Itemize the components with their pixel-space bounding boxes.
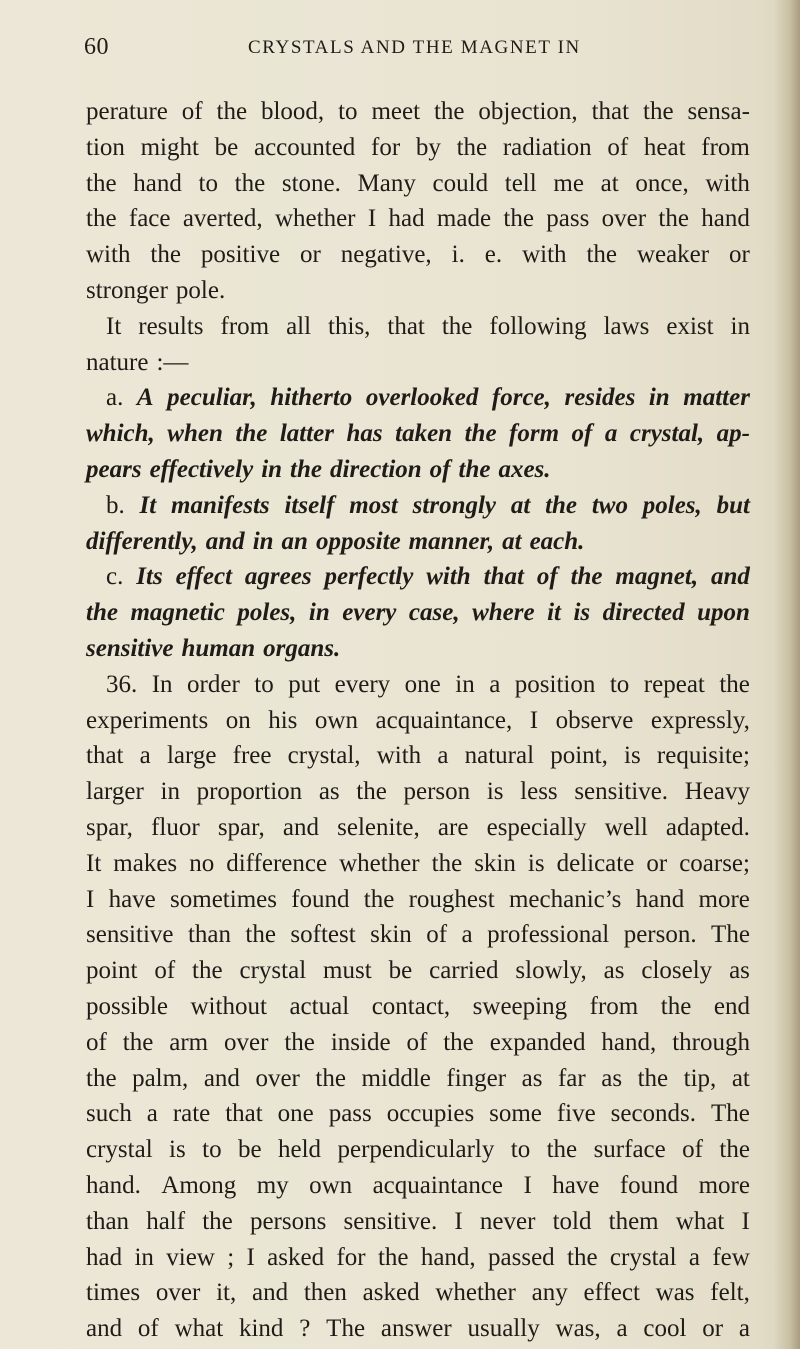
page-header xyxy=(84,34,748,68)
body-text xyxy=(86,94,750,1347)
text-line: nature :— xyxy=(86,348,189,376)
text-line: spar, fluor spar, and selenite, are especially well adapted. xyxy=(86,813,750,841)
text-line: such a rate that one pass occupies some five seconds. The xyxy=(86,1100,750,1128)
text-line: point of the crystal must be carried slowly, as closely as xyxy=(86,957,750,985)
text-line: with the positive or negative, i. e. with the weaker or xyxy=(86,241,750,269)
text-line: which, when the latter has taken the form of a crystal, ap- xyxy=(86,420,750,448)
text-line: pears effectively in the direction of the axes. xyxy=(86,455,551,483)
text-line: than half the persons sensitive. I never told them what I xyxy=(86,1207,750,1235)
text-line: 36. In order to put every one in a position to repeat the xyxy=(106,670,750,698)
text-line: had in view ; I asked for the hand, passed the crystal a few xyxy=(86,1243,750,1271)
page-edge-shadow xyxy=(774,0,800,1349)
text-line: b. It manifests itself most strongly at the two poles, but xyxy=(106,491,750,519)
text-line: tion might be accounted for by the radiation of heat from xyxy=(86,133,750,161)
text-line: sensitive human organs. xyxy=(86,634,341,662)
text-line: perature of the blood, to meet the objection, that the sensa- xyxy=(86,98,750,125)
text-line: c. Its effect agrees perfectly with that of the magnet, and xyxy=(106,563,750,591)
text-line: times over it, and then asked whether any effect was felt, xyxy=(86,1279,750,1307)
text-line: a. A peculiar, hitherto overlooked force, resides in matter xyxy=(106,384,750,412)
text-line: experiments on his own acquaintance, I observe expressly, xyxy=(86,706,750,734)
text-line: the magnetic poles, in every case, where it is directed upon xyxy=(86,599,750,627)
text-line: possible without actual contact, sweeping from the end xyxy=(86,992,750,1020)
text-line: the palm, and over the middle finger as far as the tip, at xyxy=(86,1064,750,1092)
text-line: It makes no difference whether the skin is delicate or coarse; xyxy=(86,849,750,877)
text-line: the hand to the stone. Many could tell me at once, with xyxy=(86,169,750,197)
text-line: differently, and in an opposite manner, at each. xyxy=(86,527,585,555)
running-head: CRYSTALS AND THE MAGNET IN xyxy=(248,37,581,58)
text-line: larger in proportion as the person is less sensitive. Heavy xyxy=(86,778,750,806)
text-line: stronger pole. xyxy=(86,276,226,304)
page-number: 60 xyxy=(84,34,109,60)
text-line: of the arm over the inside of the expanded hand, through xyxy=(86,1028,750,1056)
text-line: hand. Among my own acquaintance I have found more xyxy=(86,1171,750,1199)
text-line: the face averted, whether I had made the pass over the hand xyxy=(86,205,750,233)
text-line: crystal is to be held perpendicularly to the surface of the xyxy=(86,1136,750,1164)
text-line: that a large free crystal, with a natural point, is requisite; xyxy=(86,742,750,770)
text-line: I have sometimes found the roughest mechanic’s hand more xyxy=(86,885,750,913)
text-line: sensitive than the softest skin of a professional person. The xyxy=(86,921,750,949)
text-line: and of what kind ? The answer usually was, a cool or a xyxy=(86,1315,750,1343)
text-line: It results from all this, that the following laws exist in xyxy=(106,312,750,340)
